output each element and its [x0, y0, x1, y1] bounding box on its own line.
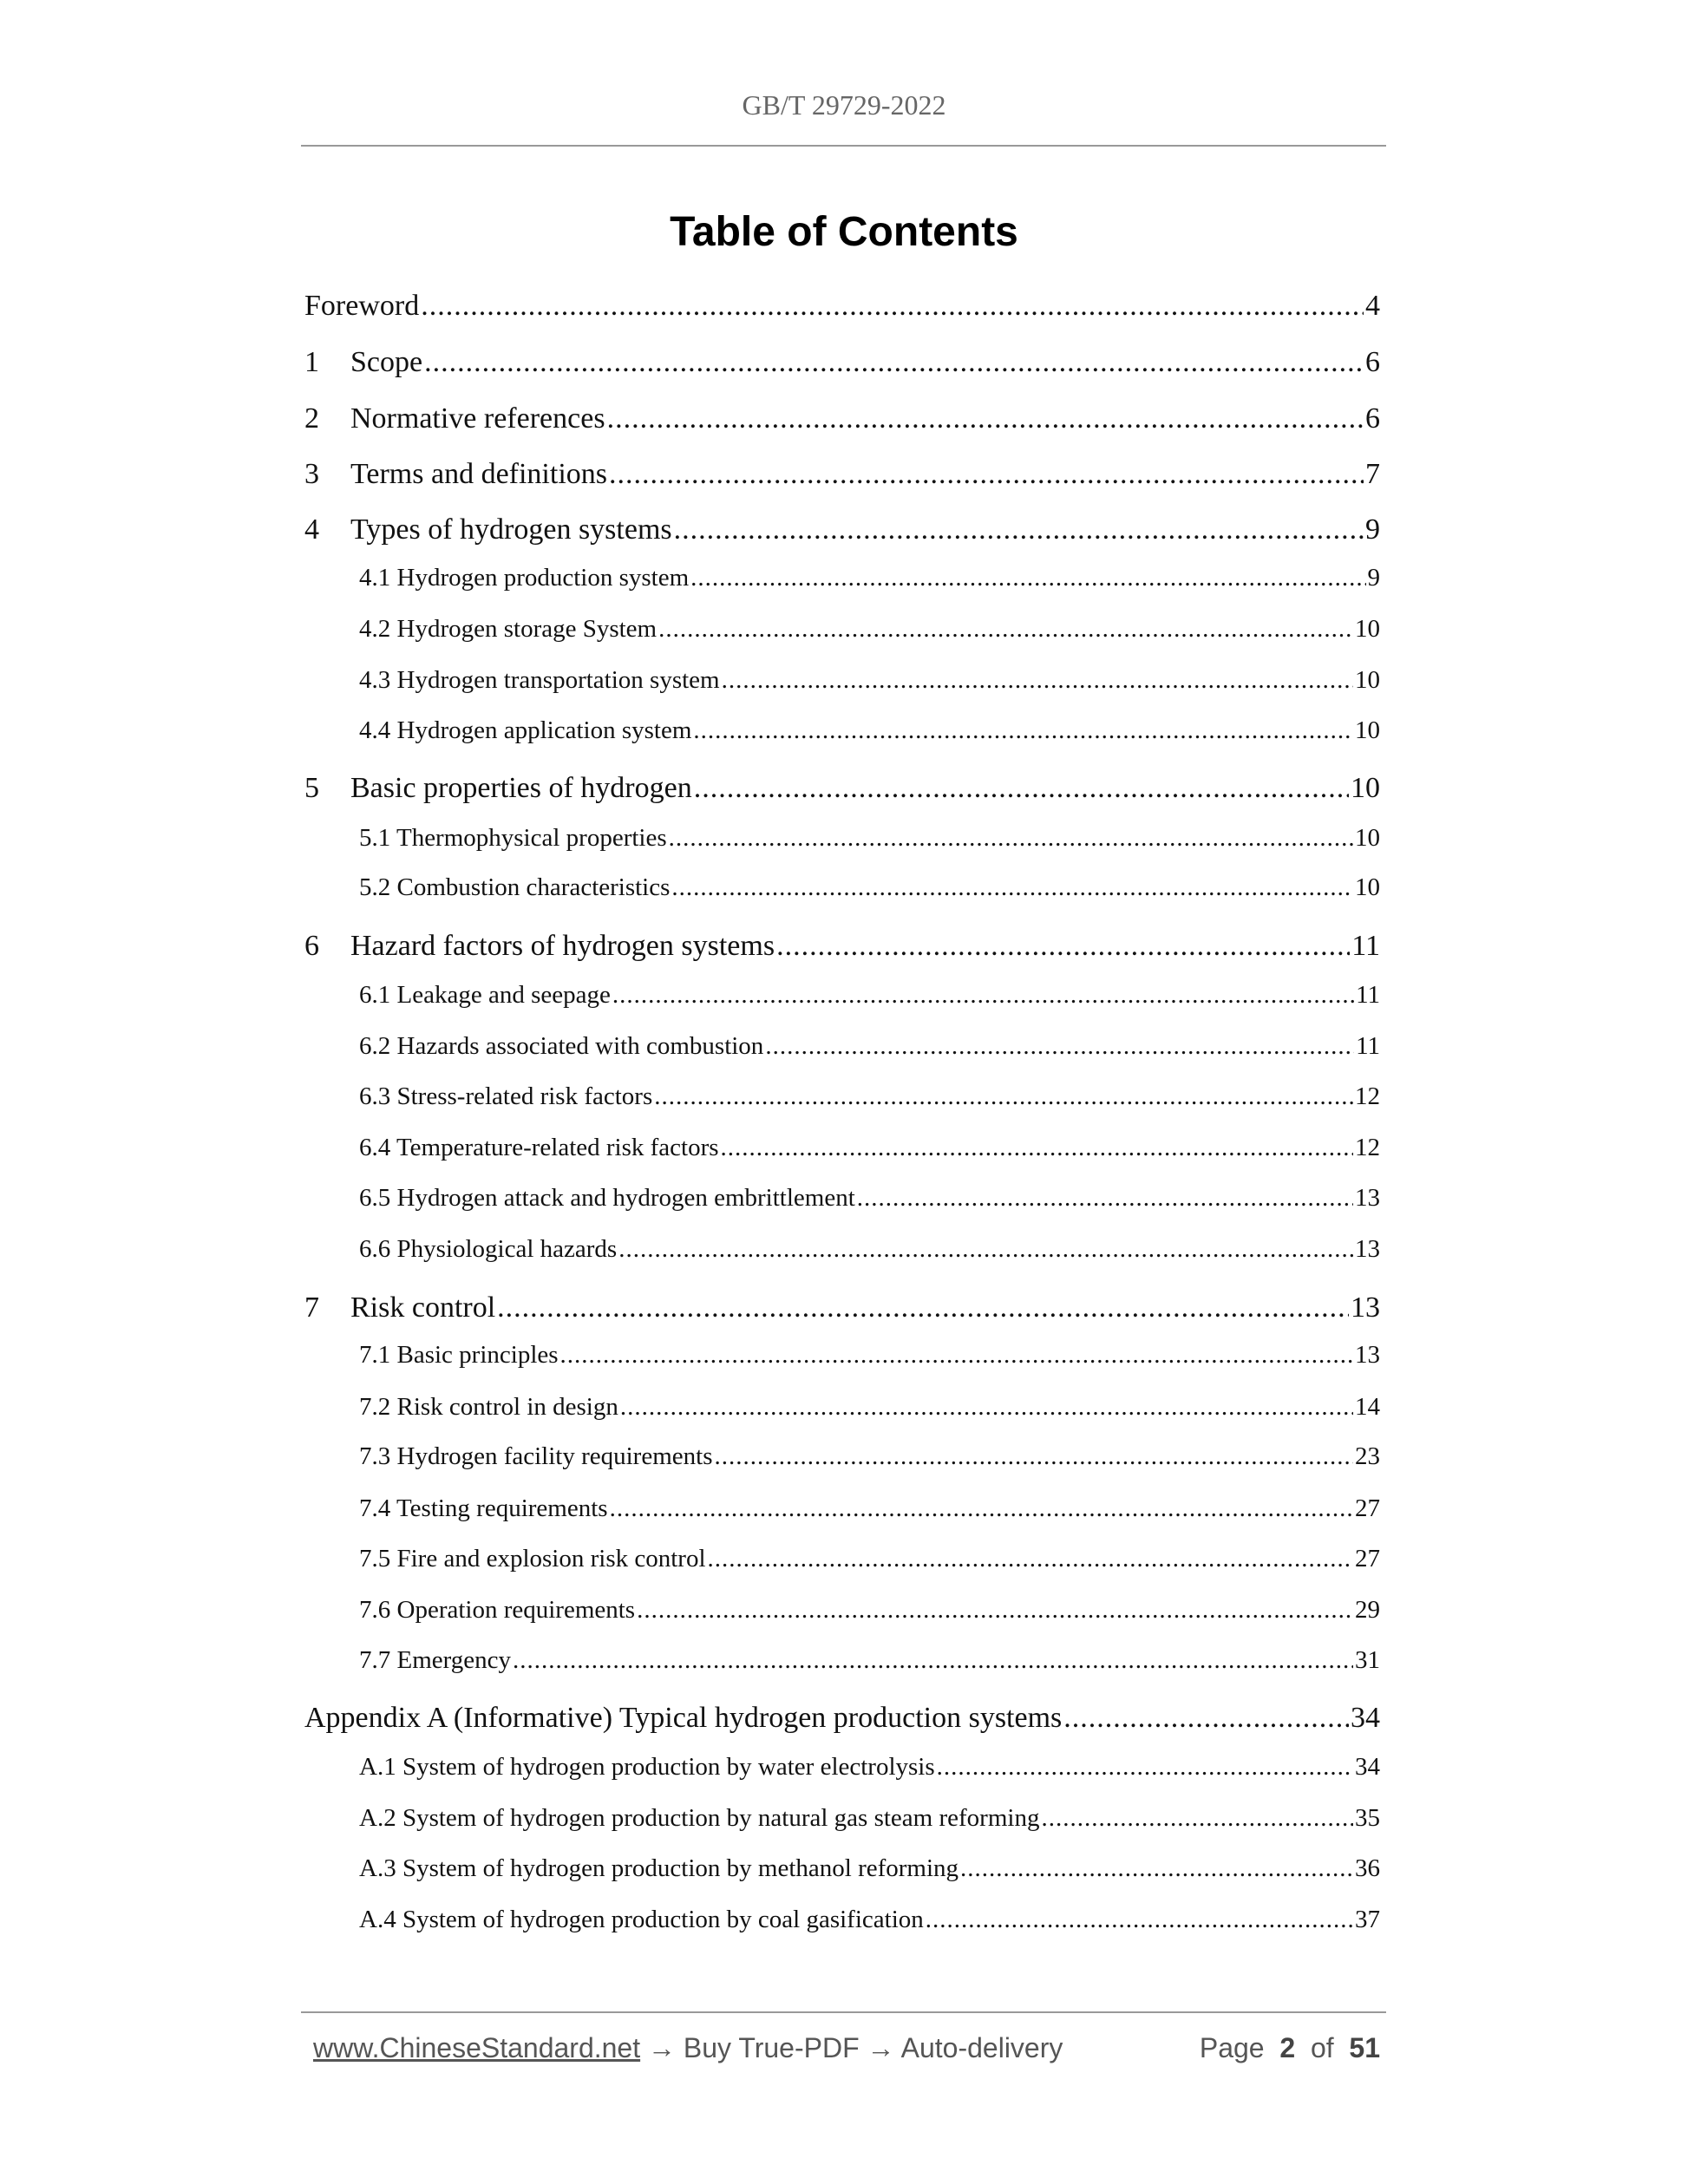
document-header: GB/T 29729-2022	[742, 89, 946, 121]
page-number: 37	[1355, 1906, 1380, 1933]
dot-leader	[1063, 1702, 1349, 1735]
dot-leader	[497, 1291, 1349, 1324]
page-number: 35	[1355, 1804, 1380, 1832]
page-number: 11	[1356, 1032, 1380, 1060]
entry-title: 4.2 Hydrogen storage System	[359, 615, 658, 643]
dot-leader	[421, 290, 1364, 323]
dot-leader	[424, 346, 1364, 379]
toc-entry[interactable]	[304, 513, 1380, 552]
toc-entry[interactable]	[359, 1494, 1380, 1533]
dot-leader	[607, 402, 1364, 435]
page-number: 10	[1355, 716, 1380, 744]
page-number: 9	[1365, 513, 1380, 546]
page-number: 10	[1355, 615, 1380, 643]
page-number: 10	[1355, 666, 1380, 694]
toc-entry[interactable]	[359, 1184, 1380, 1222]
dot-leader	[658, 615, 1353, 644]
toc-entry[interactable]	[359, 1646, 1380, 1684]
toc-entry[interactable]	[359, 1596, 1380, 1634]
toc-entry[interactable]	[359, 1753, 1380, 1791]
entry-title: A.4 System of hydrogen production by coal gasification	[359, 1906, 924, 1933]
toc-entry[interactable]	[359, 1854, 1380, 1893]
dot-leader	[708, 1545, 1353, 1573]
toc-entry[interactable]	[359, 1134, 1380, 1172]
entry-title: 7.7 Emergency	[359, 1646, 512, 1674]
toc-entry[interactable]	[359, 1393, 1380, 1431]
dot-leader	[1041, 1804, 1353, 1833]
section-number: 4	[304, 513, 319, 546]
entry-title: 7.2 Risk control in design	[359, 1393, 618, 1421]
entry-title: Normative references	[350, 402, 605, 435]
section-number: 5	[304, 772, 319, 804]
entry-title: 7.1 Basic principles	[359, 1341, 559, 1369]
toc-entry[interactable]	[359, 824, 1380, 862]
dot-leader	[721, 1134, 1353, 1162]
dot-leader	[857, 1184, 1353, 1213]
section-number: 6	[304, 930, 319, 962]
current-page: 2	[1279, 2032, 1296, 2063]
entry-title: Basic properties of hydrogen	[350, 772, 692, 804]
section-number: 1	[304, 346, 319, 378]
footer-divider	[301, 2011, 1386, 2013]
toc-entry[interactable]	[359, 981, 1380, 1019]
toc-entry[interactable]	[304, 402, 1380, 441]
entry-title: 6.5 Hydrogen attack and hydrogen embrittlement	[359, 1184, 855, 1212]
page-number: 10	[1351, 772, 1380, 804]
page-number: 36	[1355, 1854, 1380, 1882]
entry-title: 6.3 Stress-related risk factors	[359, 1082, 653, 1110]
entry-title: 4.4 Hydrogen application system	[359, 716, 692, 744]
toc-entry[interactable]	[359, 716, 1380, 755]
toc-entry[interactable]	[359, 1235, 1380, 1273]
entry-title: 6.1 Leakage and seepage	[359, 981, 611, 1009]
toc-entry[interactable]	[359, 873, 1380, 912]
dot-leader	[960, 1854, 1353, 1883]
page-number: 13	[1355, 1184, 1380, 1212]
entry-title: 7.6 Operation requirements	[359, 1596, 636, 1624]
dot-leader	[674, 513, 1364, 546]
toc-entry[interactable]	[304, 772, 1380, 810]
entry-title: A.3 System of hydrogen production by methanol reforming	[359, 1854, 959, 1882]
toc-entry[interactable]	[359, 1082, 1380, 1121]
dot-leader	[722, 666, 1353, 695]
dot-leader	[671, 873, 1353, 902]
toc-entry[interactable]	[359, 615, 1380, 653]
toc-entry[interactable]	[359, 1442, 1380, 1481]
toc-entry[interactable]	[304, 1291, 1380, 1330]
header-divider	[301, 145, 1386, 147]
dot-leader	[937, 1753, 1353, 1782]
page-number: 10	[1355, 824, 1380, 852]
dot-leader	[654, 1082, 1353, 1111]
toc-entry[interactable]	[359, 666, 1380, 704]
page-footer	[313, 2032, 1380, 2064]
entry-title: 6.2 Hazards associated with combustion	[359, 1032, 764, 1060]
dot-leader	[610, 1494, 1353, 1523]
page-number: 13	[1355, 1235, 1380, 1263]
dot-leader	[637, 1596, 1353, 1625]
page-title: Table of Contents	[670, 209, 1018, 255]
toc-entry[interactable]	[359, 1804, 1380, 1842]
toc-entry[interactable]	[304, 930, 1380, 968]
section-number: 7	[304, 1291, 319, 1324]
entry-title: Appendix A (Informative) Typical hydrogen production systems	[304, 1702, 1063, 1734]
toc-entry[interactable]	[304, 458, 1380, 496]
page-number: 27	[1355, 1494, 1380, 1522]
page-number: 34	[1351, 1702, 1380, 1734]
buy-pdf-text: → Buy True-PDF	[640, 2032, 860, 2063]
toc-entry[interactable]	[359, 1032, 1380, 1070]
entry-title: Scope	[350, 346, 423, 378]
page-number: 6	[1365, 402, 1380, 435]
entry-title: 5.2 Combustion characteristics	[359, 873, 671, 901]
page-number: 27	[1355, 1545, 1380, 1573]
dot-leader	[776, 930, 1350, 963]
dot-leader	[926, 1906, 1353, 1934]
page-number: 13	[1351, 1291, 1380, 1324]
dot-leader	[765, 1032, 1354, 1061]
entry-title: Terms and definitions	[350, 458, 608, 490]
section-number: 2	[304, 402, 319, 435]
of-label: of	[1310, 2032, 1334, 2063]
page-indicator	[1200, 2032, 1380, 2064]
auto-delivery-text: → Auto-delivery	[859, 2032, 1063, 2063]
page-number: 4	[1365, 290, 1380, 322]
page-number: 12	[1355, 1082, 1380, 1110]
dot-leader	[612, 981, 1354, 1010]
page-number: 9	[1367, 564, 1380, 592]
entry-title: 6.6 Physiological hazards	[359, 1235, 618, 1263]
page-label: Page	[1199, 2032, 1265, 2063]
page-number: 7	[1365, 458, 1380, 490]
toc-entry[interactable]	[359, 1545, 1380, 1583]
page-number: 6	[1365, 346, 1380, 378]
toc-entry[interactable]	[359, 1906, 1380, 1944]
dot-leader	[609, 458, 1364, 491]
dot-leader	[513, 1646, 1353, 1675]
entry-title: 7.5 Fire and explosion risk control	[359, 1545, 706, 1573]
section-number: 3	[304, 458, 319, 490]
entry-title: 7.4 Testing requirements	[359, 1494, 608, 1522]
entry-title: A.1 System of hydrogen production by water electrolysis	[359, 1753, 935, 1781]
entry-title: Risk control	[350, 1291, 496, 1324]
toc-entry[interactable]	[304, 1702, 1380, 1740]
toc-entry[interactable]	[359, 1341, 1380, 1379]
dot-leader	[693, 716, 1353, 745]
toc-entry[interactable]	[304, 346, 1380, 384]
page-number: 13	[1355, 1341, 1380, 1369]
page-number: 14	[1355, 1393, 1380, 1421]
page-number: 10	[1355, 873, 1380, 901]
entry-title: 7.3 Hydrogen facility requirements	[359, 1442, 713, 1470]
dot-leader	[715, 1442, 1354, 1471]
dot-leader	[560, 1341, 1353, 1370]
dot-leader	[690, 564, 1365, 592]
entry-title: Hazard factors of hydrogen systems	[350, 930, 775, 962]
page-number: 11	[1356, 981, 1380, 1009]
entry-title: Types of hydrogen systems	[350, 513, 672, 546]
entry-title: Foreword	[304, 290, 420, 322]
toc-entry[interactable]	[304, 290, 1380, 328]
dot-leader	[694, 772, 1349, 805]
entry-title: 6.4 Temperature-related risk factors	[359, 1134, 719, 1161]
entry-title: A.2 System of hydrogen production by natural gas steam reforming	[359, 1804, 1040, 1832]
total-pages: 51	[1349, 2032, 1380, 2063]
page-number: 11	[1351, 930, 1380, 962]
dot-leader	[618, 1235, 1353, 1264]
page-number: 31	[1355, 1646, 1380, 1674]
website-link[interactable]: www.ChineseStandard.net	[313, 2032, 641, 2063]
entry-title: 4.3 Hydrogen transportation system	[359, 666, 720, 694]
page-number: 12	[1355, 1134, 1380, 1161]
page-number: 29	[1355, 1596, 1380, 1624]
dot-leader	[620, 1393, 1353, 1422]
entry-title: 5.1 Thermophysical properties	[359, 824, 667, 852]
page-number: 23	[1355, 1442, 1380, 1470]
dot-leader	[669, 824, 1353, 853]
toc-entry[interactable]	[359, 564, 1380, 602]
entry-title: 4.1 Hydrogen production system	[359, 564, 690, 592]
page-number: 34	[1355, 1753, 1380, 1781]
